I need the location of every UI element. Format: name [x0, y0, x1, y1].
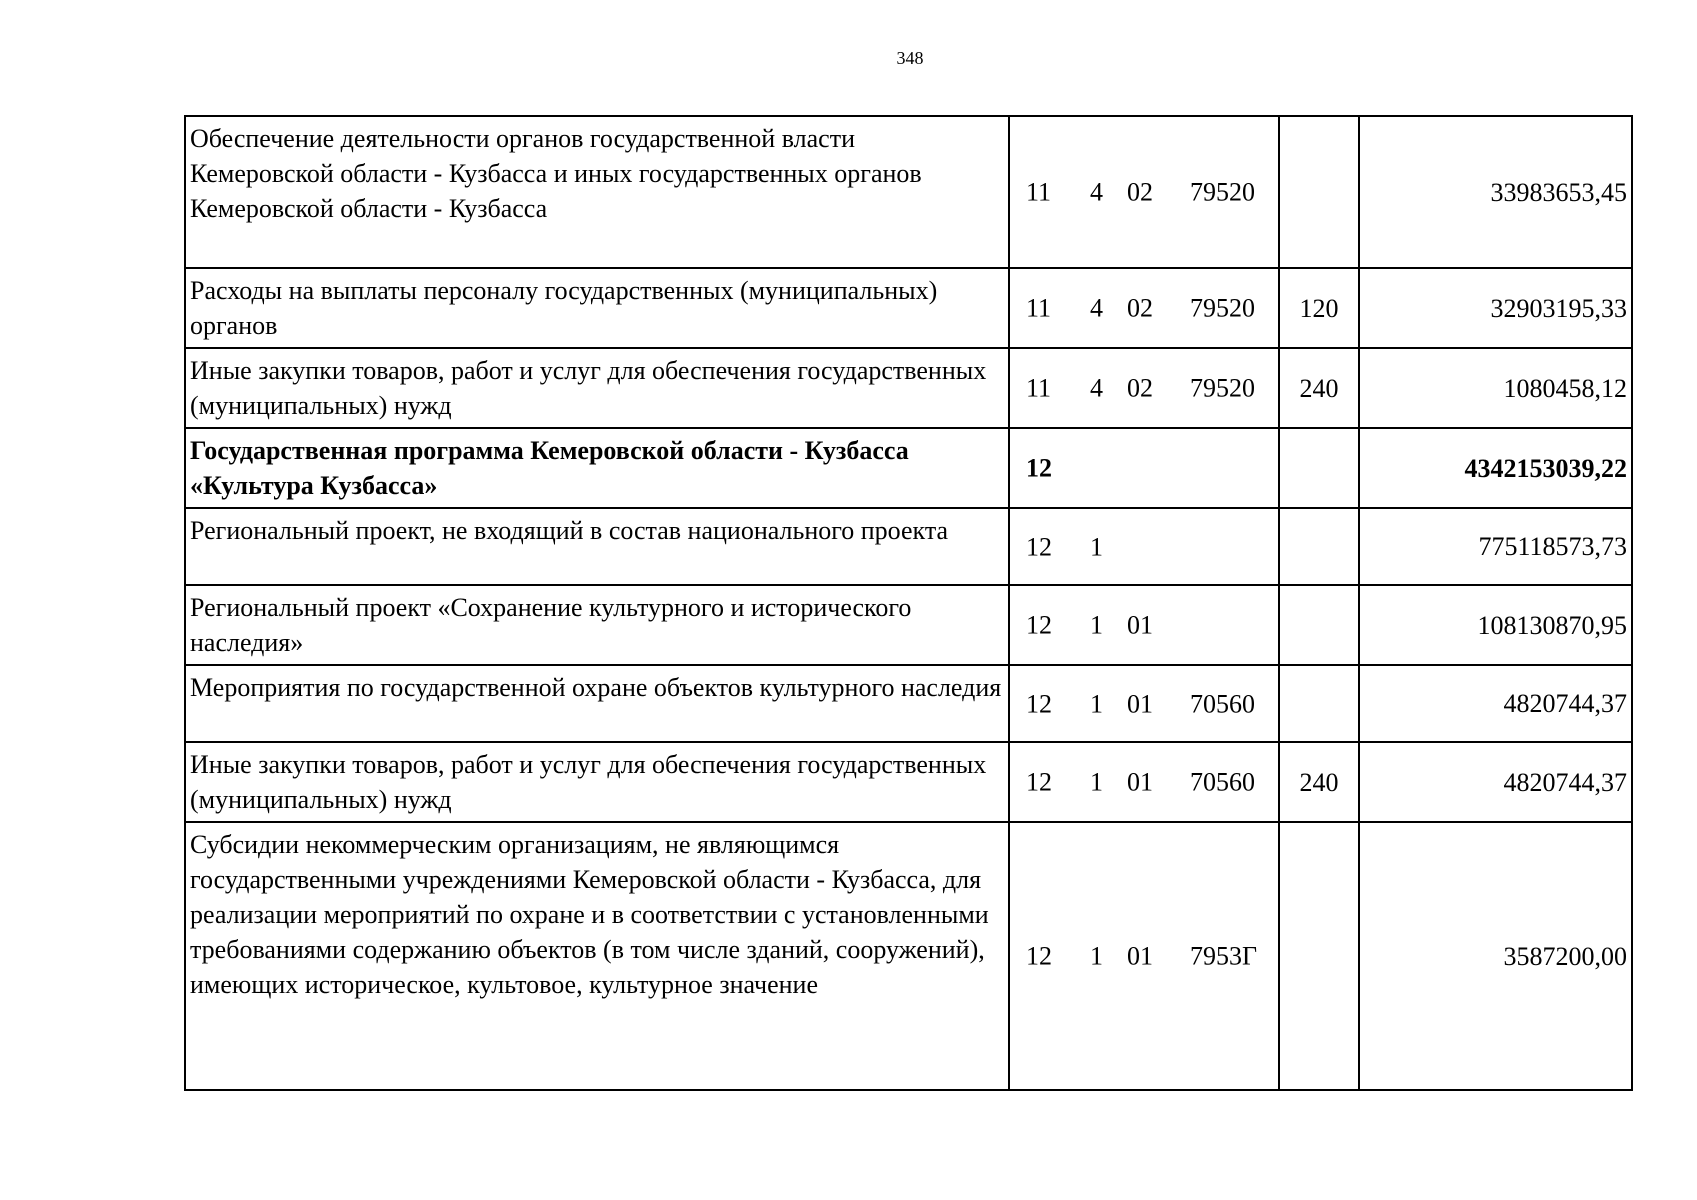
- code-c1: 12: [1026, 689, 1052, 718]
- row-expense-type: 240: [1279, 742, 1359, 822]
- row-name: Субсидии некоммерческим организациям, не являющимся государственными учреждениями Кемеровской области - Кузбасса, для реализации мероприятий по охране и в соответствии с установленными требованиями содержанию объектов (в том числе зданий, сооружений), имеющих историческое, культовое, культурное значение: [190, 830, 989, 999]
- code-c2: 1: [1090, 941, 1103, 971]
- table-row: [185, 508, 1632, 585]
- code-c4: 70560: [1190, 767, 1255, 797]
- row-name-cell: [185, 822, 1009, 1090]
- row-codes-cell: [1009, 665, 1279, 742]
- code-c4: 7953Г: [1190, 941, 1258, 971]
- row-name: Расходы на выплаты персоналу государственных (муниципальных) органов: [190, 276, 938, 340]
- row-codes-cell: [1009, 585, 1279, 665]
- row-name: Региональный проект «Сохранение культурного и исторического наследия»: [190, 593, 912, 657]
- code-c2: 4: [1090, 373, 1103, 403]
- code-c3: 02: [1127, 177, 1153, 207]
- row-name: Иные закупки товаров, работ и услуг для обеспечения государственных (муниципальных) нужд: [190, 356, 987, 420]
- row-name-cell: [185, 268, 1009, 348]
- row-name: Региональный проект, не входящий в состав национального проекта: [190, 516, 949, 545]
- code-c1: 12: [1026, 532, 1052, 561]
- row-codes-cell: [1009, 116, 1279, 268]
- row-amount: 3587200,00: [1359, 822, 1632, 1090]
- row-amount: 108130870,95: [1359, 585, 1632, 665]
- row-name: Обеспечение деятельности органов государственной власти Кемеровской области - Кузбасса и иных государственных органов Кемеровской области - Кузбасса: [190, 124, 922, 223]
- row-codes-cell: [1009, 268, 1279, 348]
- table-row: [185, 585, 1632, 665]
- row-name: Иные закупки товаров, работ и услуг для обеспечения государственных (муниципальных) нужд: [190, 750, 987, 814]
- row-amount: 33983653,45: [1359, 116, 1632, 268]
- row-codes-cell: [1009, 508, 1279, 585]
- code-c2: 1: [1090, 689, 1103, 718]
- row-name: Государственная программа Кемеровской области - Кузбасса «Культура Кузбасса»: [190, 436, 909, 500]
- code-c3: 01: [1127, 689, 1153, 718]
- code-c1: 11: [1026, 177, 1052, 207]
- table-row: [185, 268, 1632, 348]
- row-codes-cell: [1009, 742, 1279, 822]
- row-expense-type: [1279, 428, 1359, 508]
- code-c3: 02: [1127, 293, 1153, 323]
- code-c3: 02: [1127, 373, 1153, 403]
- row-amount: 775118573,73: [1359, 508, 1632, 585]
- row-name-cell: [185, 508, 1009, 585]
- row-amount: 4820744,37: [1359, 665, 1632, 742]
- table-row: [185, 742, 1632, 822]
- row-name-cell: [185, 585, 1009, 665]
- row-name-cell: [185, 665, 1009, 742]
- row-name-cell: [185, 742, 1009, 822]
- row-codes-cell: [1009, 822, 1279, 1090]
- table-row: [185, 822, 1632, 1090]
- table-row: [185, 116, 1632, 268]
- code-c1: 12: [1026, 767, 1052, 797]
- code-c1: 11: [1026, 293, 1052, 323]
- row-codes-cell: [1009, 348, 1279, 428]
- table-row: [185, 665, 1632, 742]
- code-c1: 12: [1026, 610, 1052, 640]
- code-c3: 01: [1127, 610, 1153, 640]
- code-c1: 12: [1026, 941, 1052, 971]
- row-name: Мероприятия по государственной охране объектов культурного наследия: [190, 673, 1002, 702]
- code-c2: 1: [1090, 532, 1103, 561]
- code-c4: 79520: [1190, 293, 1255, 323]
- row-expense-type: 120: [1279, 268, 1359, 348]
- row-codes-cell: [1009, 428, 1279, 508]
- row-name-cell: [185, 428, 1009, 508]
- code-c2: 4: [1090, 177, 1103, 207]
- page-number: 348: [896, 48, 924, 68]
- code-c3: 01: [1127, 767, 1153, 797]
- code-c1: 11: [1026, 373, 1052, 403]
- row-expense-type: [1279, 822, 1359, 1090]
- row-amount: 1080458,12: [1359, 348, 1632, 428]
- row-amount: 32903195,33: [1359, 268, 1632, 348]
- row-expense-type: 240: [1279, 348, 1359, 428]
- code-c2: 1: [1090, 610, 1103, 640]
- row-expense-type: [1279, 116, 1359, 268]
- table-row: [185, 428, 1632, 508]
- code-c4: 79520: [1190, 177, 1255, 207]
- code-c2: 1: [1090, 767, 1103, 797]
- row-amount: 4342153039,22: [1359, 428, 1632, 508]
- code-c2: 4: [1090, 293, 1103, 323]
- code-c4: 70560: [1190, 689, 1255, 718]
- row-expense-type: [1279, 585, 1359, 665]
- code-c4: 79520: [1190, 373, 1255, 403]
- row-name-cell: [185, 116, 1009, 268]
- row-name-cell: [185, 348, 1009, 428]
- code-c3: 01: [1127, 941, 1153, 971]
- code-c1: 12: [1026, 453, 1052, 483]
- row-expense-type: [1279, 508, 1359, 585]
- table-row: [185, 348, 1632, 428]
- budget-table: [184, 115, 1633, 1091]
- row-expense-type: [1279, 665, 1359, 742]
- row-amount: 4820744,37: [1359, 742, 1632, 822]
